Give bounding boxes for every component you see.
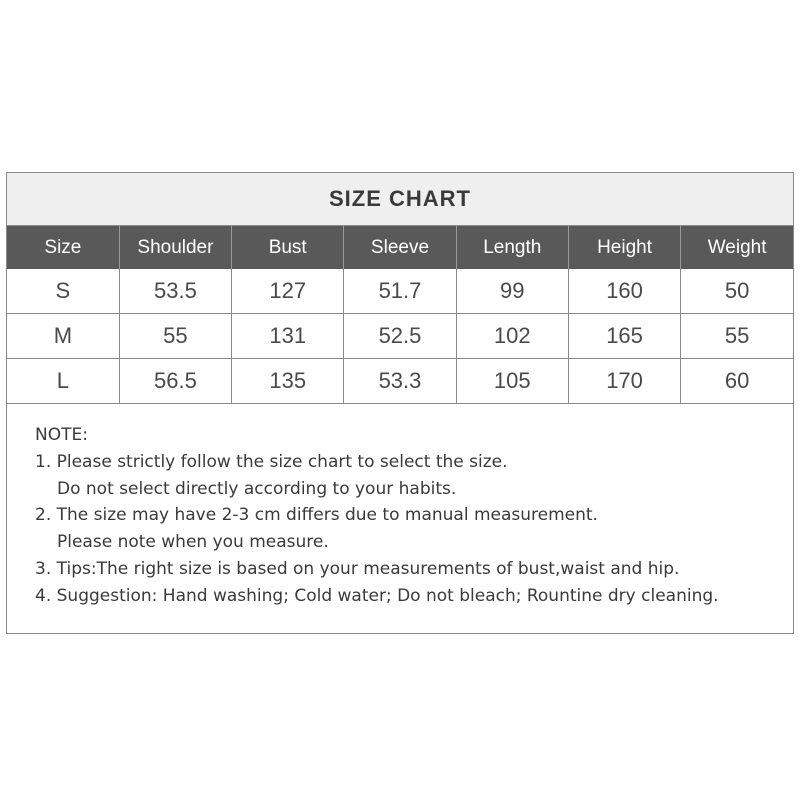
table-cell: 55	[681, 314, 793, 359]
header-bust: Bust	[232, 226, 344, 269]
table-cell: 50	[681, 269, 793, 314]
table-cell: 60	[681, 359, 793, 404]
table-row	[7, 269, 793, 314]
table-cell: 55	[119, 314, 231, 359]
header-height: Height	[568, 226, 680, 269]
table-cell: 131	[232, 314, 344, 359]
table-cell: 52.5	[344, 314, 456, 359]
header-weight: Weight	[681, 226, 793, 269]
table-cell: M	[7, 314, 119, 359]
table-cell: 165	[568, 314, 680, 359]
table-cell: 53.3	[344, 359, 456, 404]
header-sleeve: Sleeve	[344, 226, 456, 269]
table-header-row	[7, 226, 793, 269]
table-cell: 99	[456, 269, 568, 314]
header-size: Size	[7, 226, 119, 269]
note-line: 3. Tips:The right size is based on your measurements of bust,waist and hip.	[35, 558, 680, 579]
table-row	[7, 359, 793, 404]
table-row	[7, 314, 793, 359]
table-cell: 127	[232, 269, 344, 314]
table-cell: 160	[568, 269, 680, 314]
table-cell: 170	[568, 359, 680, 404]
table-cell: 105	[456, 359, 568, 404]
table-cell: S	[7, 269, 119, 314]
note-line: Please note when you measure.	[57, 532, 329, 553]
note-line: Do not select directly according to your habits.	[57, 478, 457, 499]
note-line: 4. Suggestion: Hand washing; Cold water; Do not bleach; Rountine dry cleaning.	[35, 585, 719, 606]
table-cell: L	[7, 359, 119, 404]
header-length: Length	[456, 226, 568, 269]
table-cell: 102	[456, 314, 568, 359]
size-table	[7, 226, 793, 404]
table-cell: 53.5	[119, 269, 231, 314]
note-line: 2. The size may have 2-3 cm differs due to manual measurement.	[35, 505, 598, 526]
notes-section	[7, 404, 793, 610]
header-shoulder: Shoulder	[119, 226, 231, 269]
size-chart-card	[6, 172, 794, 634]
note-line: 1. Please strictly follow the size chart to select the size.	[35, 451, 508, 472]
table-cell: 51.7	[344, 269, 456, 314]
size-chart-title: SIZE CHART	[7, 173, 793, 226]
table-cell: 56.5	[119, 359, 231, 404]
table-cell: 135	[232, 359, 344, 404]
notes-heading: NOTE:	[35, 425, 88, 445]
